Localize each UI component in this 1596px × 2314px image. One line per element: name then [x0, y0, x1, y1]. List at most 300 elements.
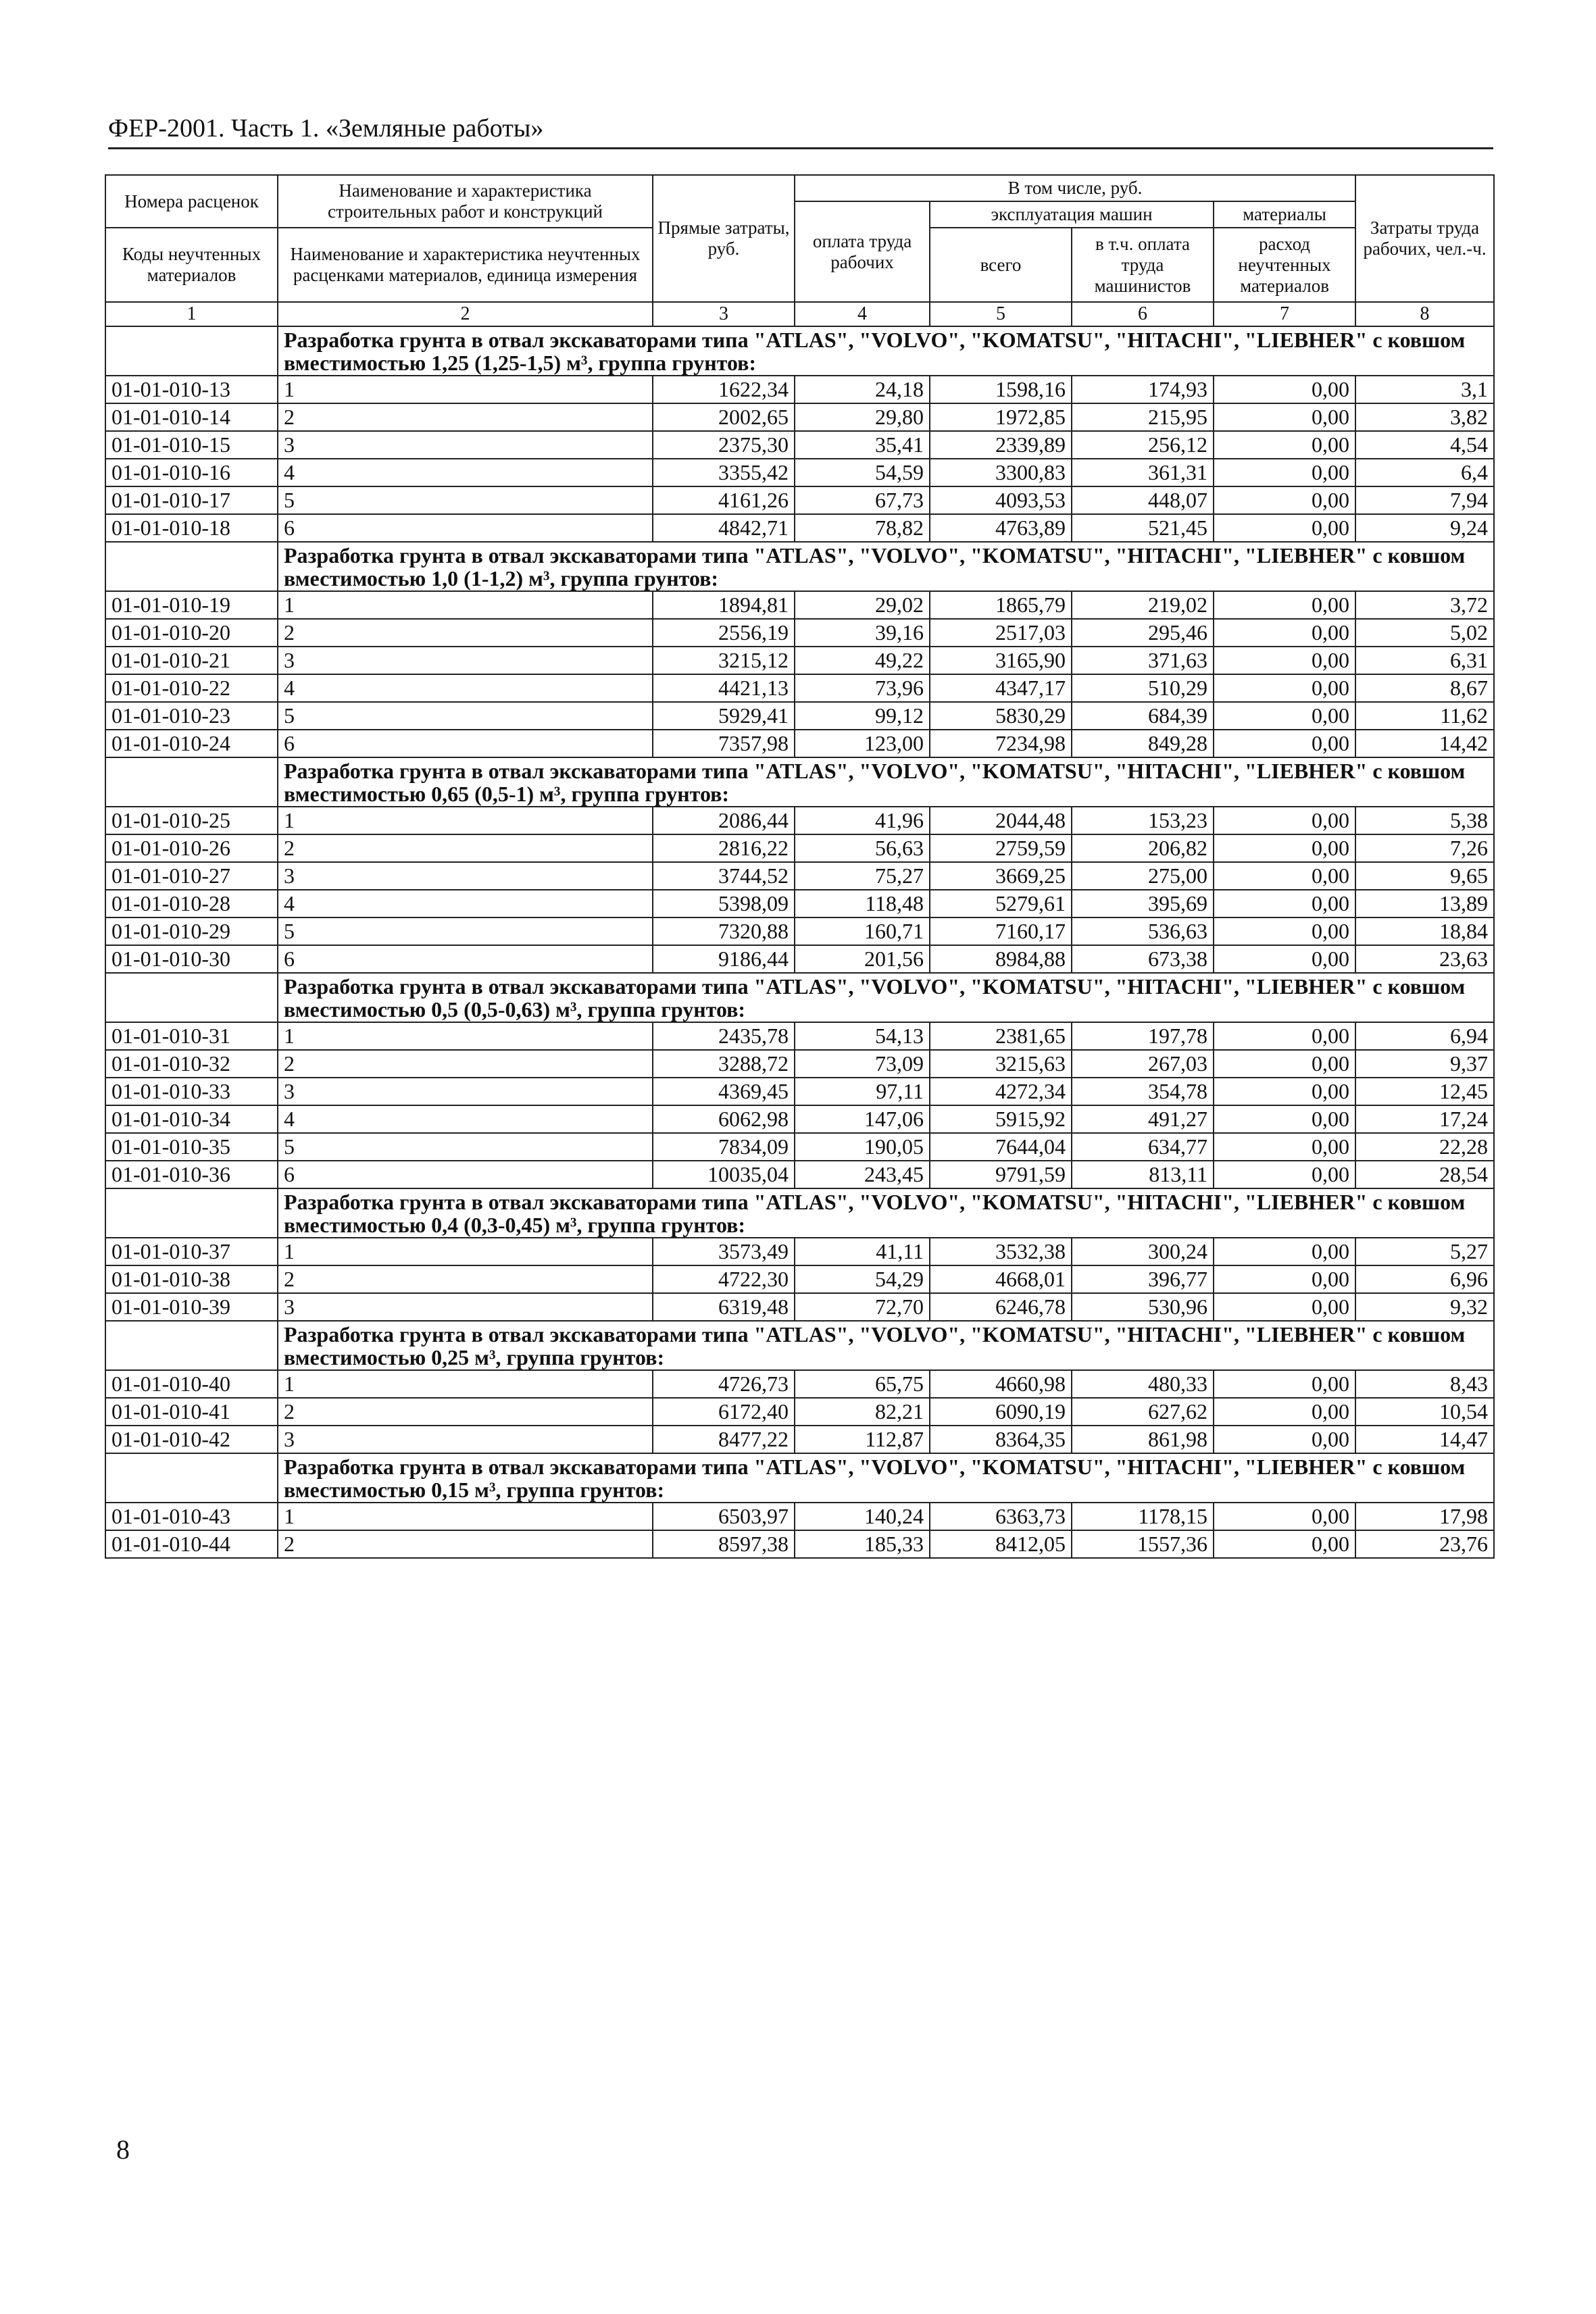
cell-machines-total: 6246,78: [930, 1293, 1072, 1321]
cell-materials-unaccounted: 0,00: [1214, 945, 1355, 973]
cell-rank: 3: [278, 647, 653, 674]
cell-machinists-pay: 371,63: [1072, 647, 1214, 674]
cell-rank: 3: [278, 862, 653, 890]
header-labor-costs: Затраты труда рабочих, чел.-ч.: [1355, 175, 1494, 302]
cell-rate-code: 01-01-010-25: [105, 807, 278, 834]
cell-rank: 4: [278, 1105, 653, 1133]
cell-rank: 5: [278, 1133, 653, 1161]
running-head: ФЕР-2001. Часть 1. «Земляные работы»: [108, 114, 1493, 149]
header-direct-costs: Прямые затраты, руб.: [653, 175, 795, 302]
cell-direct-costs: 3215,12: [653, 647, 795, 674]
cell-rank: 1: [278, 1238, 653, 1265]
table-row: [105, 1022, 1494, 1050]
table-row: [105, 1370, 1494, 1398]
cell-machinists-pay: 267,03: [1072, 1050, 1214, 1078]
page-number: 8: [116, 2134, 130, 2165]
cell-machines-total: 5915,92: [930, 1105, 1072, 1133]
table-row: [105, 1133, 1494, 1161]
cell-machinists-pay: 295,46: [1072, 619, 1214, 647]
cell-labor-pay: 123,00: [795, 730, 930, 757]
header-work-name: Наименование и характеристика строительных работ и конструкций: [278, 175, 653, 228]
cell-direct-costs: 4842,71: [653, 514, 795, 542]
cell-rate-code: 01-01-010-37: [105, 1238, 278, 1265]
cell-materials-unaccounted: 0,00: [1214, 1530, 1355, 1558]
cell-direct-costs: 1622,34: [653, 376, 795, 403]
column-number: 6: [1072, 302, 1214, 326]
cell-labor-pay: 73,96: [795, 674, 930, 702]
cell-labor-hours: 17,98: [1355, 1503, 1494, 1530]
cell-direct-costs: 4161,26: [653, 486, 795, 514]
cell-labor-pay: 54,13: [795, 1022, 930, 1050]
cell-rate-code: 01-01-010-31: [105, 1022, 278, 1050]
cell-labor-pay: 112,87: [795, 1426, 930, 1453]
cell-machines-total: 2517,03: [930, 619, 1072, 647]
group-title-row: [105, 326, 1494, 376]
header-machines: эксплуатация машин: [930, 201, 1214, 228]
column-number: 8: [1355, 302, 1494, 326]
cell-rank: 1: [278, 1503, 653, 1530]
cell-machinists-pay: 256,12: [1072, 431, 1214, 459]
cell-rank: 2: [278, 403, 653, 431]
cell-rate-code: 01-01-010-28: [105, 890, 278, 917]
table-row: [105, 730, 1494, 757]
table-row: [105, 862, 1494, 890]
cell-materials-unaccounted: 0,00: [1214, 1238, 1355, 1265]
table-row: [105, 403, 1494, 431]
cell-machinists-pay: 813,11: [1072, 1161, 1214, 1188]
cell-rank: 5: [278, 917, 653, 945]
group-title: Разработка грунта в отвал экскаваторами типа "ATLAS", "VOLVO", "KOMATSU", "HITACHI", "LIEBHER" с ковшом вместимостью 0,65 (0,5-1) м³, группа грунтов:: [278, 757, 1494, 807]
cell-labor-hours: 9,24: [1355, 514, 1494, 542]
cell-labor-hours: 22,28: [1355, 1133, 1494, 1161]
cell-labor-hours: 14,42: [1355, 730, 1494, 757]
cell-rank: 3: [278, 1293, 653, 1321]
cell-materials-unaccounted: 0,00: [1214, 376, 1355, 403]
cell-machines-total: 3215,63: [930, 1050, 1072, 1078]
cell-machines-total: 3532,38: [930, 1238, 1072, 1265]
table-row: [105, 834, 1494, 862]
cell-labor-pay: 140,24: [795, 1503, 930, 1530]
group-title-row: [105, 757, 1494, 807]
cell-labor-hours: 10,54: [1355, 1398, 1494, 1426]
cell-direct-costs: 2375,30: [653, 431, 795, 459]
group-title: Разработка грунта в отвал экскаваторами типа "ATLAS", "VOLVO", "KOMATSU", "HITACHI", "LIEBHER" с ковшом вместимостью 0,25 м³, группа грунтов:: [278, 1321, 1494, 1370]
group-title-spacer: [105, 1188, 278, 1238]
cell-rate-code: 01-01-010-32: [105, 1050, 278, 1078]
cell-direct-costs: 5398,09: [653, 890, 795, 917]
cell-rank: 3: [278, 431, 653, 459]
group-title: Разработка грунта в отвал экскаваторами типа "ATLAS", "VOLVO", "KOMATSU", "HITACHI", "LIEBHER" с ковшом вместимостью 1,0 (1-1,2) м³, группа грунтов:: [278, 542, 1494, 591]
cell-labor-pay: 41,11: [795, 1238, 930, 1265]
table-row: [105, 1105, 1494, 1133]
cell-materials-unaccounted: 0,00: [1214, 619, 1355, 647]
cell-rate-code: 01-01-010-23: [105, 702, 278, 730]
cell-machinists-pay: 206,82: [1072, 834, 1214, 862]
cell-direct-costs: 4722,30: [653, 1265, 795, 1293]
table-row: [105, 619, 1494, 647]
group-title-spacer: [105, 757, 278, 807]
cell-direct-costs: 2556,19: [653, 619, 795, 647]
cell-machinists-pay: 510,29: [1072, 674, 1214, 702]
group-title-row: [105, 1453, 1494, 1503]
cell-materials-unaccounted: 0,00: [1214, 890, 1355, 917]
group-title-row: [105, 542, 1494, 591]
cell-machinists-pay: 1178,15: [1072, 1503, 1214, 1530]
cell-machines-total: 8984,88: [930, 945, 1072, 973]
cell-rank: 2: [278, 834, 653, 862]
cell-labor-pay: 201,56: [795, 945, 930, 973]
cell-machinists-pay: 491,27: [1072, 1105, 1214, 1133]
cell-machinists-pay: 396,77: [1072, 1265, 1214, 1293]
column-number: 7: [1214, 302, 1355, 326]
group-title: Разработка грунта в отвал экскаваторами типа "ATLAS", "VOLVO", "KOMATSU", "HITACHI", "LIEBHER" с ковшом вместимостью 0,4 (0,3-0,45) м³, группа грунтов:: [278, 1188, 1494, 1238]
cell-rate-code: 01-01-010-38: [105, 1265, 278, 1293]
table-row: [105, 591, 1494, 619]
cell-machinists-pay: 536,63: [1072, 917, 1214, 945]
cell-labor-hours: 5,02: [1355, 619, 1494, 647]
cell-labor-hours: 5,27: [1355, 1238, 1494, 1265]
table-row: [105, 807, 1494, 834]
cell-machines-total: 4093,53: [930, 486, 1072, 514]
cell-materials-unaccounted: 0,00: [1214, 1050, 1355, 1078]
group-title: Разработка грунта в отвал экскаваторами типа "ATLAS", "VOLVO", "KOMATSU", "HITACHI", "LIEBHER" с ковшом вместимостью 0,5 (0,5-0,63) м³, группа грунтов:: [278, 973, 1494, 1022]
table-row: [105, 674, 1494, 702]
cell-rate-code: 01-01-010-42: [105, 1426, 278, 1453]
cell-materials-unaccounted: 0,00: [1214, 1426, 1355, 1453]
column-number: 4: [795, 302, 930, 326]
cell-machinists-pay: 684,39: [1072, 702, 1214, 730]
cell-labor-pay: 41,96: [795, 807, 930, 834]
cell-rank: 4: [278, 674, 653, 702]
cell-machinists-pay: 300,24: [1072, 1238, 1214, 1265]
table-row: [105, 702, 1494, 730]
cell-rate-code: 01-01-010-24: [105, 730, 278, 757]
cell-labor-pay: 78,82: [795, 514, 930, 542]
cell-labor-hours: 4,54: [1355, 431, 1494, 459]
cell-rate-code: 01-01-010-26: [105, 834, 278, 862]
table-row: [105, 890, 1494, 917]
cell-direct-costs: 3744,52: [653, 862, 795, 890]
cell-machinists-pay: 634,77: [1072, 1133, 1214, 1161]
cell-labor-hours: 3,72: [1355, 591, 1494, 619]
table-row: [105, 917, 1494, 945]
cell-labor-hours: 13,89: [1355, 890, 1494, 917]
cell-direct-costs: 3573,49: [653, 1238, 795, 1265]
cell-machinists-pay: 219,02: [1072, 591, 1214, 619]
cell-direct-costs: 3355,42: [653, 459, 795, 486]
cell-direct-costs: 6172,40: [653, 1398, 795, 1426]
cell-direct-costs: 2002,65: [653, 403, 795, 431]
cell-direct-costs: 6062,98: [653, 1105, 795, 1133]
cell-labor-hours: 5,38: [1355, 807, 1494, 834]
cell-rank: 2: [278, 1265, 653, 1293]
group-title-row: [105, 973, 1494, 1022]
cell-machinists-pay: 861,98: [1072, 1426, 1214, 1453]
cell-rate-code: 01-01-010-27: [105, 862, 278, 890]
cell-labor-hours: 9,65: [1355, 862, 1494, 890]
cell-labor-hours: 7,94: [1355, 486, 1494, 514]
cell-direct-costs: 7320,88: [653, 917, 795, 945]
cell-labor-hours: 23,63: [1355, 945, 1494, 973]
cell-machines-total: 4660,98: [930, 1370, 1072, 1398]
header-labor-pay: оплата труда рабочих: [795, 201, 930, 302]
cell-machinists-pay: 174,93: [1072, 376, 1214, 403]
cell-machinists-pay: 361,31: [1072, 459, 1214, 486]
cell-machines-total: 3165,90: [930, 647, 1072, 674]
cell-materials-unaccounted: 0,00: [1214, 1370, 1355, 1398]
cell-labor-hours: 18,84: [1355, 917, 1494, 945]
table-row: [105, 1265, 1494, 1293]
header-material-codes: Коды неучтенных материалов: [105, 228, 278, 302]
cell-labor-hours: 9,32: [1355, 1293, 1494, 1321]
cell-labor-pay: 82,21: [795, 1398, 930, 1426]
cell-rank: 2: [278, 1530, 653, 1558]
cell-machines-total: 7160,17: [930, 917, 1072, 945]
cell-materials-unaccounted: 0,00: [1214, 647, 1355, 674]
group-title-row: [105, 1188, 1494, 1238]
cell-machines-total: 6090,19: [930, 1398, 1072, 1426]
group-title: Разработка грунта в отвал экскаваторами типа "ATLAS", "VOLVO", "KOMATSU", "HITACHI", "LIEBHER" с ковшом вместимостью 1,25 (1,25-1,5) м³, группа грунтов:: [278, 326, 1494, 376]
cell-direct-costs: 1894,81: [653, 591, 795, 619]
cell-machinists-pay: 448,07: [1072, 486, 1214, 514]
table-row: [105, 1503, 1494, 1530]
cell-machinists-pay: 354,78: [1072, 1078, 1214, 1105]
cell-labor-hours: 28,54: [1355, 1161, 1494, 1188]
cell-rank: 6: [278, 730, 653, 757]
cell-machines-total: 2759,59: [930, 834, 1072, 862]
cell-machines-total: 6363,73: [930, 1503, 1072, 1530]
cell-labor-hours: 6,94: [1355, 1022, 1494, 1050]
table-row: [105, 1426, 1494, 1453]
group-title-spacer: [105, 542, 278, 591]
header-machines-total: всего: [930, 228, 1072, 302]
column-number: 2: [278, 302, 653, 326]
group-title-spacer: [105, 1321, 278, 1370]
cell-machinists-pay: 849,28: [1072, 730, 1214, 757]
cell-labor-hours: 11,62: [1355, 702, 1494, 730]
table-row: [105, 1530, 1494, 1558]
cell-machines-total: 8412,05: [930, 1530, 1072, 1558]
cell-machines-total: 4668,01: [930, 1265, 1072, 1293]
cell-labor-pay: 72,70: [795, 1293, 930, 1321]
cell-labor-hours: 17,24: [1355, 1105, 1494, 1133]
table-row: [105, 431, 1494, 459]
cell-labor-pay: 29,80: [795, 403, 930, 431]
table-row: [105, 647, 1494, 674]
cell-rate-code: 01-01-010-16: [105, 459, 278, 486]
cell-machinists-pay: 153,23: [1072, 807, 1214, 834]
cell-rank: 1: [278, 1022, 653, 1050]
cell-machinists-pay: 395,69: [1072, 890, 1214, 917]
cell-materials-unaccounted: 0,00: [1214, 1398, 1355, 1426]
cell-rate-code: 01-01-010-19: [105, 591, 278, 619]
cell-machinists-pay: 215,95: [1072, 403, 1214, 431]
group-title-row: [105, 1321, 1494, 1370]
cell-materials-unaccounted: 0,00: [1214, 917, 1355, 945]
cell-rank: 5: [278, 702, 653, 730]
rates-table: [105, 174, 1495, 1559]
cell-materials-unaccounted: 0,00: [1214, 834, 1355, 862]
cell-labor-pay: 75,27: [795, 862, 930, 890]
cell-rank: 2: [278, 1398, 653, 1426]
table-row: [105, 459, 1494, 486]
cell-materials-unaccounted: 0,00: [1214, 730, 1355, 757]
cell-labor-pay: 73,09: [795, 1050, 930, 1078]
table-row: [105, 1293, 1494, 1321]
cell-machinists-pay: 1557,36: [1072, 1530, 1214, 1558]
cell-rate-code: 01-01-010-29: [105, 917, 278, 945]
cell-machinists-pay: 627,62: [1072, 1398, 1214, 1426]
cell-rank: 5: [278, 486, 653, 514]
cell-direct-costs: 4369,45: [653, 1078, 795, 1105]
header-materials-unaccounted: расход неучтенных материалов: [1214, 228, 1355, 302]
cell-materials-unaccounted: 0,00: [1214, 459, 1355, 486]
cell-rank: 3: [278, 1078, 653, 1105]
cell-labor-pay: 24,18: [795, 376, 930, 403]
cell-labor-hours: 7,26: [1355, 834, 1494, 862]
cell-materials-unaccounted: 0,00: [1214, 1078, 1355, 1105]
cell-rate-code: 01-01-010-18: [105, 514, 278, 542]
cell-machinists-pay: 275,00: [1072, 862, 1214, 890]
cell-rank: 6: [278, 514, 653, 542]
header-materials: материалы: [1214, 201, 1355, 228]
cell-direct-costs: 7834,09: [653, 1133, 795, 1161]
cell-rate-code: 01-01-010-21: [105, 647, 278, 674]
cell-machines-total: 7644,04: [930, 1133, 1072, 1161]
cell-rate-code: 01-01-010-33: [105, 1078, 278, 1105]
cell-labor-pay: 54,59: [795, 459, 930, 486]
table-row: [105, 1398, 1494, 1426]
cell-machines-total: 2044,48: [930, 807, 1072, 834]
table-row: [105, 514, 1494, 542]
cell-labor-pay: 65,75: [795, 1370, 930, 1398]
cell-rank: 1: [278, 807, 653, 834]
cell-direct-costs: 2816,22: [653, 834, 795, 862]
cell-labor-pay: 243,45: [795, 1161, 930, 1188]
cell-machinists-pay: 480,33: [1072, 1370, 1214, 1398]
cell-machinists-pay: 521,45: [1072, 514, 1214, 542]
cell-rank: 1: [278, 1370, 653, 1398]
cell-materials-unaccounted: 0,00: [1214, 591, 1355, 619]
cell-labor-pay: 185,33: [795, 1530, 930, 1558]
cell-direct-costs: 2435,78: [653, 1022, 795, 1050]
cell-machines-total: 2381,65: [930, 1022, 1072, 1050]
cell-labor-pay: 118,48: [795, 890, 930, 917]
cell-machines-total: 1865,79: [930, 591, 1072, 619]
cell-labor-pay: 54,29: [795, 1265, 930, 1293]
cell-labor-pay: 49,22: [795, 647, 930, 674]
table-header: [105, 175, 1494, 326]
group-title: Разработка грунта в отвал экскаваторами типа "ATLAS", "VOLVO", "KOMATSU", "HITACHI", "LIEBHER" с ковшом вместимостью 0,15 м³, группа грунтов:: [278, 1453, 1494, 1503]
cell-labor-hours: 8,43: [1355, 1370, 1494, 1398]
cell-rank: 6: [278, 945, 653, 973]
table-row: [105, 945, 1494, 973]
cell-rate-code: 01-01-010-22: [105, 674, 278, 702]
cell-rank: 3: [278, 1426, 653, 1453]
cell-rate-code: 01-01-010-17: [105, 486, 278, 514]
cell-rank: 4: [278, 459, 653, 486]
cell-materials-unaccounted: 0,00: [1214, 1293, 1355, 1321]
cell-materials-unaccounted: 0,00: [1214, 1265, 1355, 1293]
header-machines-incl: в т.ч. оплата труда машинистов: [1072, 228, 1214, 302]
cell-labor-hours: 9,37: [1355, 1050, 1494, 1078]
cell-materials-unaccounted: 0,00: [1214, 702, 1355, 730]
cell-materials-unaccounted: 0,00: [1214, 862, 1355, 890]
cell-rank: 1: [278, 591, 653, 619]
cell-direct-costs: 4726,73: [653, 1370, 795, 1398]
cell-rank: 2: [278, 1050, 653, 1078]
cell-direct-costs: 3288,72: [653, 1050, 795, 1078]
cell-materials-unaccounted: 0,00: [1214, 1022, 1355, 1050]
cell-rate-code: 01-01-010-40: [105, 1370, 278, 1398]
cell-labor-pay: 97,11: [795, 1078, 930, 1105]
cell-direct-costs: 2086,44: [653, 807, 795, 834]
header-row-1: [105, 175, 1494, 201]
cell-rate-code: 01-01-010-20: [105, 619, 278, 647]
cell-machinists-pay: 197,78: [1072, 1022, 1214, 1050]
cell-rate-code: 01-01-010-14: [105, 403, 278, 431]
cell-labor-hours: 8,67: [1355, 674, 1494, 702]
cell-machines-total: 2339,89: [930, 431, 1072, 459]
column-number: 5: [930, 302, 1072, 326]
cell-labor-hours: 6,96: [1355, 1265, 1494, 1293]
table-body: [105, 326, 1494, 1558]
cell-machines-total: 4272,34: [930, 1078, 1072, 1105]
cell-labor-pay: 39,16: [795, 619, 930, 647]
cell-materials-unaccounted: 0,00: [1214, 514, 1355, 542]
cell-materials-unaccounted: 0,00: [1214, 807, 1355, 834]
cell-machines-total: 4763,89: [930, 514, 1072, 542]
cell-machinists-pay: 530,96: [1072, 1293, 1214, 1321]
cell-machines-total: 5279,61: [930, 890, 1072, 917]
column-numbers-row: [105, 302, 1494, 326]
cell-machines-total: 4347,17: [930, 674, 1072, 702]
cell-rank: 1: [278, 376, 653, 403]
cell-labor-hours: 3,1: [1355, 376, 1494, 403]
cell-direct-costs: 6503,97: [653, 1503, 795, 1530]
cell-materials-unaccounted: 0,00: [1214, 1161, 1355, 1188]
table-row: [105, 1050, 1494, 1078]
cell-labor-hours: 23,76: [1355, 1530, 1494, 1558]
cell-labor-hours: 12,45: [1355, 1078, 1494, 1105]
cell-labor-pay: 29,02: [795, 591, 930, 619]
header-including: В том числе, руб.: [795, 175, 1355, 201]
cell-machines-total: 1972,85: [930, 403, 1072, 431]
cell-direct-costs: 8477,22: [653, 1426, 795, 1453]
cell-labor-pay: 190,05: [795, 1133, 930, 1161]
cell-machines-total: 5830,29: [930, 702, 1072, 730]
cell-direct-costs: 6319,48: [653, 1293, 795, 1321]
cell-rate-code: 01-01-010-35: [105, 1133, 278, 1161]
cell-machines-total: 7234,98: [930, 730, 1072, 757]
cell-machines-total: 9791,59: [930, 1161, 1072, 1188]
cell-labor-hours: 6,31: [1355, 647, 1494, 674]
cell-machinists-pay: 673,38: [1072, 945, 1214, 973]
header-rate-numbers: Номера расценок: [105, 175, 278, 228]
cell-materials-unaccounted: 0,00: [1214, 486, 1355, 514]
table-row: [105, 486, 1494, 514]
cell-rate-code: 01-01-010-44: [105, 1530, 278, 1558]
group-title-spacer: [105, 1453, 278, 1503]
cell-direct-costs: 4421,13: [653, 674, 795, 702]
cell-direct-costs: 7357,98: [653, 730, 795, 757]
cell-rate-code: 01-01-010-34: [105, 1105, 278, 1133]
cell-rate-code: 01-01-010-41: [105, 1398, 278, 1426]
column-number: 1: [105, 302, 278, 326]
cell-labor-hours: 14,47: [1355, 1426, 1494, 1453]
cell-materials-unaccounted: 0,00: [1214, 1105, 1355, 1133]
cell-materials-unaccounted: 0,00: [1214, 674, 1355, 702]
